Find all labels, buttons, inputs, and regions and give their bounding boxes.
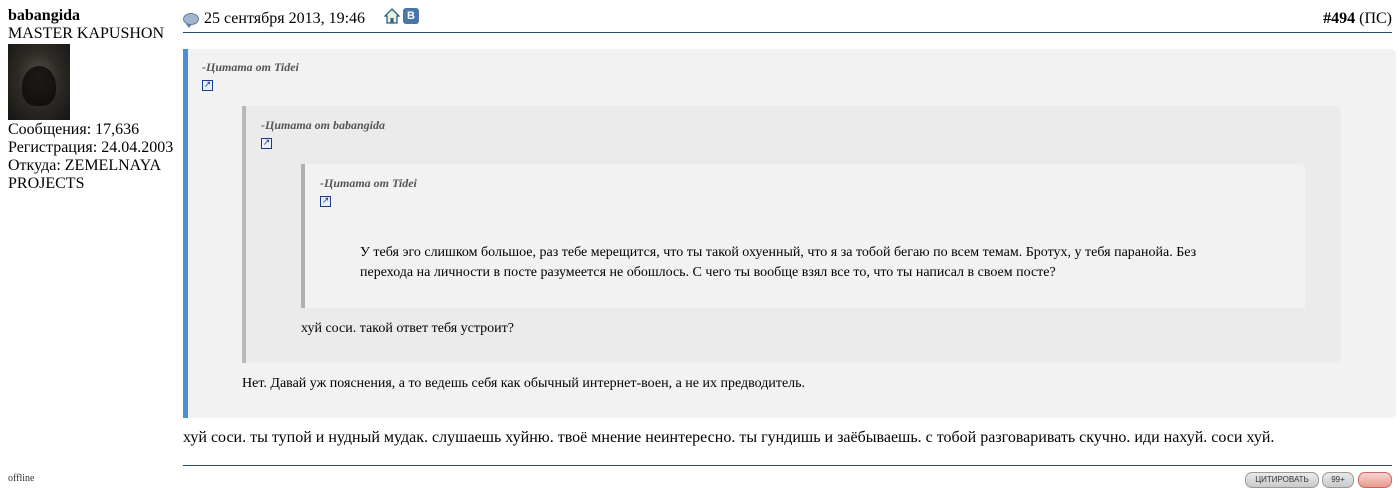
avatar[interactable]: [8, 44, 70, 120]
user-panel: [8, 7, 180, 193]
user-title: MASTER KAPUSHON: [8, 25, 165, 42]
post-number-suffix[interactable]: (ПС): [1359, 10, 1392, 27]
quote-link-icon[interactable]: ↗: [203, 80, 212, 90]
quote-inner-text: У тебя эго слишком большое, раз тебе мерещится, что ты такой охуенный, что я за тобой бегаю по всем темам. Бротух, у тебя паранойа. Без перехода на личности в посте разумеется не обошлось. С чего ты вообще взял все то, что ты написал в своем посте?: [360, 245, 1197, 280]
quote-button[interactable]: ЦИТИРОВАТЬ: [1245, 472, 1319, 488]
reply-button[interactable]: [1358, 472, 1392, 488]
post-date-wrap: [183, 10, 365, 28]
user-posts-count: Сообщения: 17,636: [8, 121, 140, 138]
post-number-wrap: [1323, 10, 1392, 28]
quote-middle-author: -Цитата от babangida: [261, 118, 386, 132]
quote-outer-reply: Нет. Давай уж пояснения, а то ведешь себя как обычный интернет-воен, а не их предводитель.: [242, 376, 806, 391]
quote-inner: [301, 164, 1305, 308]
quote-outer-author: -Цитата от Tidei: [202, 60, 299, 74]
multiquote-button[interactable]: 99+: [1322, 472, 1354, 488]
username[interactable]: babangida: [8, 7, 81, 24]
vk-icon[interactable]: В: [403, 8, 419, 24]
post-footer-divider: [183, 465, 1392, 466]
post-body: хуй соси. ты тупой и нудный мудак. слушаешь хуйню. твоё мнение неинтересно. ты гундишь и заёбываешь. с тобой разговаривать скучно. иди нахуй. соси хуй.: [183, 429, 1275, 446]
post-number[interactable]: #494: [1323, 10, 1356, 27]
quote-link-icon[interactable]: ↗: [262, 138, 271, 148]
post-header: [183, 8, 1392, 33]
user-registered: Регистрация: 24.04.2003: [8, 139, 174, 156]
quote-middle-reply: хуй соси. такой ответ тебя устроит?: [301, 321, 514, 336]
quote-link-icon[interactable]: ↗: [321, 196, 330, 206]
quote-inner-author: -Цитата от Tidei: [320, 176, 417, 190]
post-date: 25 сентября 2013, 19:46: [204, 10, 366, 27]
user-location: Откуда: ZEMELNAYA PROJECTS: [8, 157, 161, 192]
speech-bubble-icon: [183, 13, 199, 25]
status-badge: offline: [8, 473, 35, 484]
home-icon[interactable]: [384, 8, 400, 24]
